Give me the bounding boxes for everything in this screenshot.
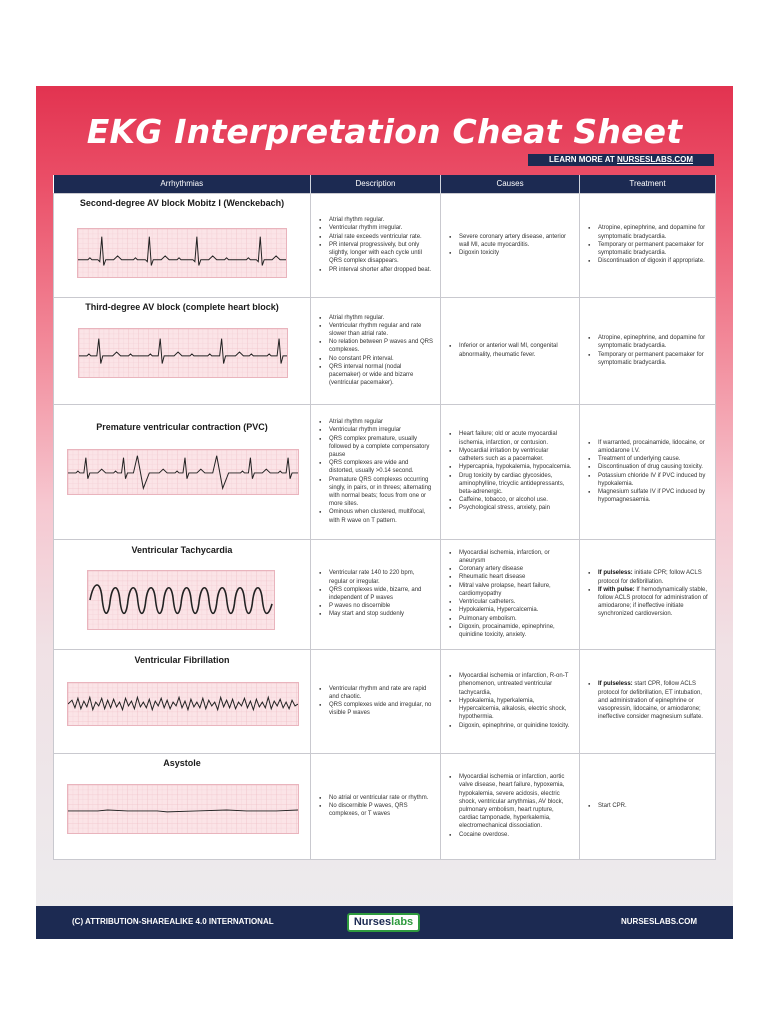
license-text: (C) ATTRIBUTION-SHAREALIKE 4.0 INTERNATIONAL (72, 917, 274, 926)
page-title: EKG Interpretation Cheat Sheet (86, 112, 683, 151)
arrhythmia-name: Third-degree AV block (complete heart block) (85, 301, 279, 312)
arrhythmia-name: Premature ventricular contraction (PVC) (96, 421, 268, 432)
cause-item: ● Caffeine, tobacco, or alcohol use. (447, 496, 573, 504)
logo-text-a: Nurses (353, 916, 392, 928)
treatment-item (586, 569, 709, 585)
cause-item: ● Myocardial ischemia, infarction, or aneurysm (447, 549, 573, 565)
table-row (54, 193, 716, 297)
description-item: ● Ventricular rhythm regular and rate slower than atrial rate. (317, 322, 434, 338)
treatment-item: ● Start CPR. (586, 802, 709, 810)
treatment-item: ● Magnesium sulfate IV if PVC induced by hypomagnesaemia. (586, 488, 709, 504)
description-item: ● Ventricular rhythm irregular. (317, 224, 434, 232)
arrhythmia-name: Ventricular Tachycardia (131, 544, 233, 555)
cause-item: ● Hypokalemia, Hypercalcemia. (447, 606, 573, 614)
cause-item: ● Hypokalemia, hyperkalemia, Hypercalcemia, alkalosis, electric shock, hypothermia. (447, 697, 573, 722)
cause-item: ● Severe coronary artery disease, anterior wall MI, acute myocarditis. (447, 233, 573, 249)
ekg-strip-third-degree (78, 328, 288, 378)
arrhythmia-cell (54, 539, 311, 649)
table-row (54, 649, 716, 753)
cause-item: ● Ventricular catheters. (447, 598, 573, 606)
description-item: ● Premature QRS complexes occurring singly, in pairs, or in threes; alternating with normal beats; focus from one or more sites. (317, 476, 434, 509)
treatment-bold: If pulseless: (598, 570, 633, 577)
cause-item: ● Pulmonary embolism. (447, 615, 573, 623)
treatment-cell (580, 649, 716, 753)
arrhythmia-name: Ventricular Fibrillation (134, 654, 230, 665)
column-header-description: Description (311, 175, 441, 193)
table-row (54, 539, 716, 649)
ekg-strip-vtach (87, 570, 275, 630)
treatment-cell (580, 539, 716, 649)
treatment-text: If hemodynamically stable, follow ACLS protocol for administration of amiodarone; if ineffective initiate synchronized cardioversion. (598, 586, 708, 618)
cause-item: ● Digoxin toxicity (447, 249, 573, 257)
description-item: ● No atrial or ventricular rate or rhythm. (317, 794, 434, 802)
causes-cell (441, 649, 580, 753)
cause-item: ● Digoxin, procainamide, epinephrine, quinidine toxicity, anxiety. (447, 623, 573, 639)
treatment-item: ● Atropine, epinephrine, and dopamine for symptomatic bradycardia. (586, 334, 709, 350)
column-header-causes: Causes (441, 175, 580, 193)
description-cell (311, 649, 441, 753)
column-header-treatment: Treatment (580, 175, 716, 193)
treatment-bold: If with pulse: (598, 586, 635, 593)
description-item: ● Ventricular rhythm and rate are rapid and chaotic. (317, 685, 434, 701)
description-item: ● PR interval shorter after dropped beat. (317, 266, 434, 274)
ekg-strip-vfib (67, 682, 299, 726)
cause-item: ● Hypercapnia, hypokalemia, hypocalcemia. (447, 463, 573, 471)
arrhythmia-cell (54, 297, 311, 404)
learn-more-prefix: LEARN MORE AT (548, 155, 617, 164)
cause-item: ● Heart failure; old or acute myocardial ischemia, infarction, or contusion. (447, 430, 573, 446)
treatment-item: ● Discontinuation of digoxin if appropriate. (586, 257, 709, 265)
description-cell (311, 404, 441, 539)
description-item: ● QRS complex premature, usually followed by a complete compensatory pause (317, 435, 434, 460)
treatment-item: ● Potassium chloride IV if PVC induced by hypokalemia. (586, 472, 709, 488)
description-item: ● QRS complexes are wide and distorted, usually >0.14 second. (317, 459, 434, 475)
cheat-sheet (36, 86, 733, 939)
cause-item: ● Myocardial ischemia or infarction, R-on-T phenomenon, untreated ventricular tachycardia, (447, 672, 573, 697)
treatment-item: ● Discontinuation of drug causing toxicity. (586, 463, 709, 471)
description-item: ● Ominous when clustered, multifocal, with R wave on T pattern. (317, 508, 434, 524)
ekg-strip-asystole (67, 784, 299, 834)
description-item: ● QRS complexes wide, bizarre, and independent of P waves (317, 586, 434, 602)
column-header-arrhythmias: Arrhythmias (54, 175, 311, 193)
treatment-item: ● Treatment of underlying cause. (586, 455, 709, 463)
nurseslabs-logo[interactable] (347, 913, 420, 932)
description-item: ● Atrial rhythm regular. (317, 216, 434, 224)
treatment-item: ● Atropine, epinephrine, and dopamine for symptomatic bradycardia. (586, 224, 709, 240)
causes-cell (441, 404, 580, 539)
description-item: ● No discernible P waves, QRS complexes, or T waves (317, 802, 434, 818)
cause-item: ● Mitral valve prolapse, heart failure, cardiomyopathy (447, 582, 573, 598)
treatment-item: ● Temporary or permanent pacemaker for symptomatic bradycardia. (586, 351, 709, 367)
treatment-bold: If pulseless: (598, 681, 633, 688)
table-row (54, 297, 716, 404)
treatment-cell (580, 193, 716, 297)
cause-item: ● Drug toxicity by cardiac glycosides, aminophylline, tricyclic antidepressants, beta-adrenergic. (447, 472, 573, 497)
description-item: ● P waves no discernible (317, 602, 434, 610)
description-cell (311, 193, 441, 297)
causes-cell (441, 193, 580, 297)
cause-item: ● Inferior or anterior wall MI, congenital abnormality, rheumatic fever. (447, 342, 573, 358)
description-cell (311, 753, 441, 859)
cause-item: ● Digoxin, epinephrine, or quinidine toxicity. (447, 722, 573, 730)
arrhythmia-cell (54, 193, 311, 297)
treatment-item (586, 680, 709, 721)
cause-item: ● Coronary artery disease (447, 565, 573, 573)
arrhythmia-cell (54, 753, 311, 859)
table-header-row (54, 175, 716, 193)
causes-cell (441, 753, 580, 859)
treatment-item: ● If warranted, procainamide, lidocaine, or amiodarone I.V. (586, 439, 709, 455)
description-cell (311, 297, 441, 404)
description-item: ● QRS interval normal (nodal pacemaker) or wide and bizarre (ventricular pacemaker). (317, 363, 434, 388)
description-item: ● PR interval progressively, but only slightly, longer with each cycle until QRS complex disappears. (317, 241, 434, 266)
description-item: ● May start and stop suddenly (317, 610, 434, 618)
cause-item: ● Cocaine overdose. (447, 831, 573, 839)
cause-item: ● Myocardial ischemia or infarction, aortic valve disease, heart failure, hypoxemia, hypokalemia, severe acidosis, electric shock, ventricular arrythmias, AV block, pulmonary embolism, heart rupture, cardiac tamponade, hyperkalemia, electromechanical dissociation. (447, 773, 573, 830)
learn-more-link[interactable] (528, 154, 714, 166)
arrhythmia-name: Asystole (163, 757, 201, 768)
table-row (54, 753, 716, 859)
arrhythmia-cell (54, 404, 311, 539)
treatment-item: ● Temporary or permanent pacemaker for symptomatic bradycardia. (586, 241, 709, 257)
treatment-text: start CPR, follow ACLS protocol for defibrillation, ET intubation, and administration of epinephrine or vasopressin, lidocaine, or amiodarone; ineffective consider magnesium sulfate. (598, 681, 703, 721)
treatment-cell (580, 297, 716, 404)
footer-bar (36, 906, 733, 939)
ekg-table (53, 175, 716, 860)
description-item: ● QRS complexes wide and irregular, no visible P waves (317, 701, 434, 717)
ekg-strip-wenckebach (77, 228, 287, 278)
treatment-cell (580, 753, 716, 859)
description-item: ● Atrial rhythm regular. (317, 314, 434, 322)
treatment-cell (580, 404, 716, 539)
treatment-item (586, 586, 709, 619)
description-cell (311, 539, 441, 649)
cause-item: ● Myocardial irritation by ventricular catheters such as a pacemaker. (447, 447, 573, 463)
description-item: ● Atrial rhythm regular (317, 418, 434, 426)
causes-cell (441, 539, 580, 649)
causes-cell (441, 297, 580, 404)
description-item: ● Atrial rate exceeds ventricular rate. (317, 233, 434, 241)
description-item: ● No constant PR interval. (317, 355, 434, 363)
ekg-strip-pvc (67, 449, 299, 495)
learn-more-site: NURSESLABS.COM (616, 155, 693, 164)
description-item: ● Ventricular rhythm irregular (317, 426, 434, 434)
description-item: ● Ventricular rate 140 to 220 bpm, regular or irregular. (317, 569, 434, 585)
logo-text-b: labs (391, 916, 414, 928)
footer-site-link[interactable]: NURSESLABS.COM (620, 917, 697, 926)
arrhythmia-cell (54, 649, 311, 753)
arrhythmia-name: Second-degree AV block Mobitz I (Wenckebach) (79, 197, 285, 208)
table-row (54, 404, 716, 539)
treatment-text: initiate CPR; follow ACLS protocol for defibrillation. (598, 570, 702, 585)
cause-item: ● Psychological stress, anxiety, pain (447, 504, 573, 512)
cause-item: ● Rheumatic heart disease (447, 573, 573, 581)
description-item: ● No relation between P waves and QRS complexes. (317, 338, 434, 354)
